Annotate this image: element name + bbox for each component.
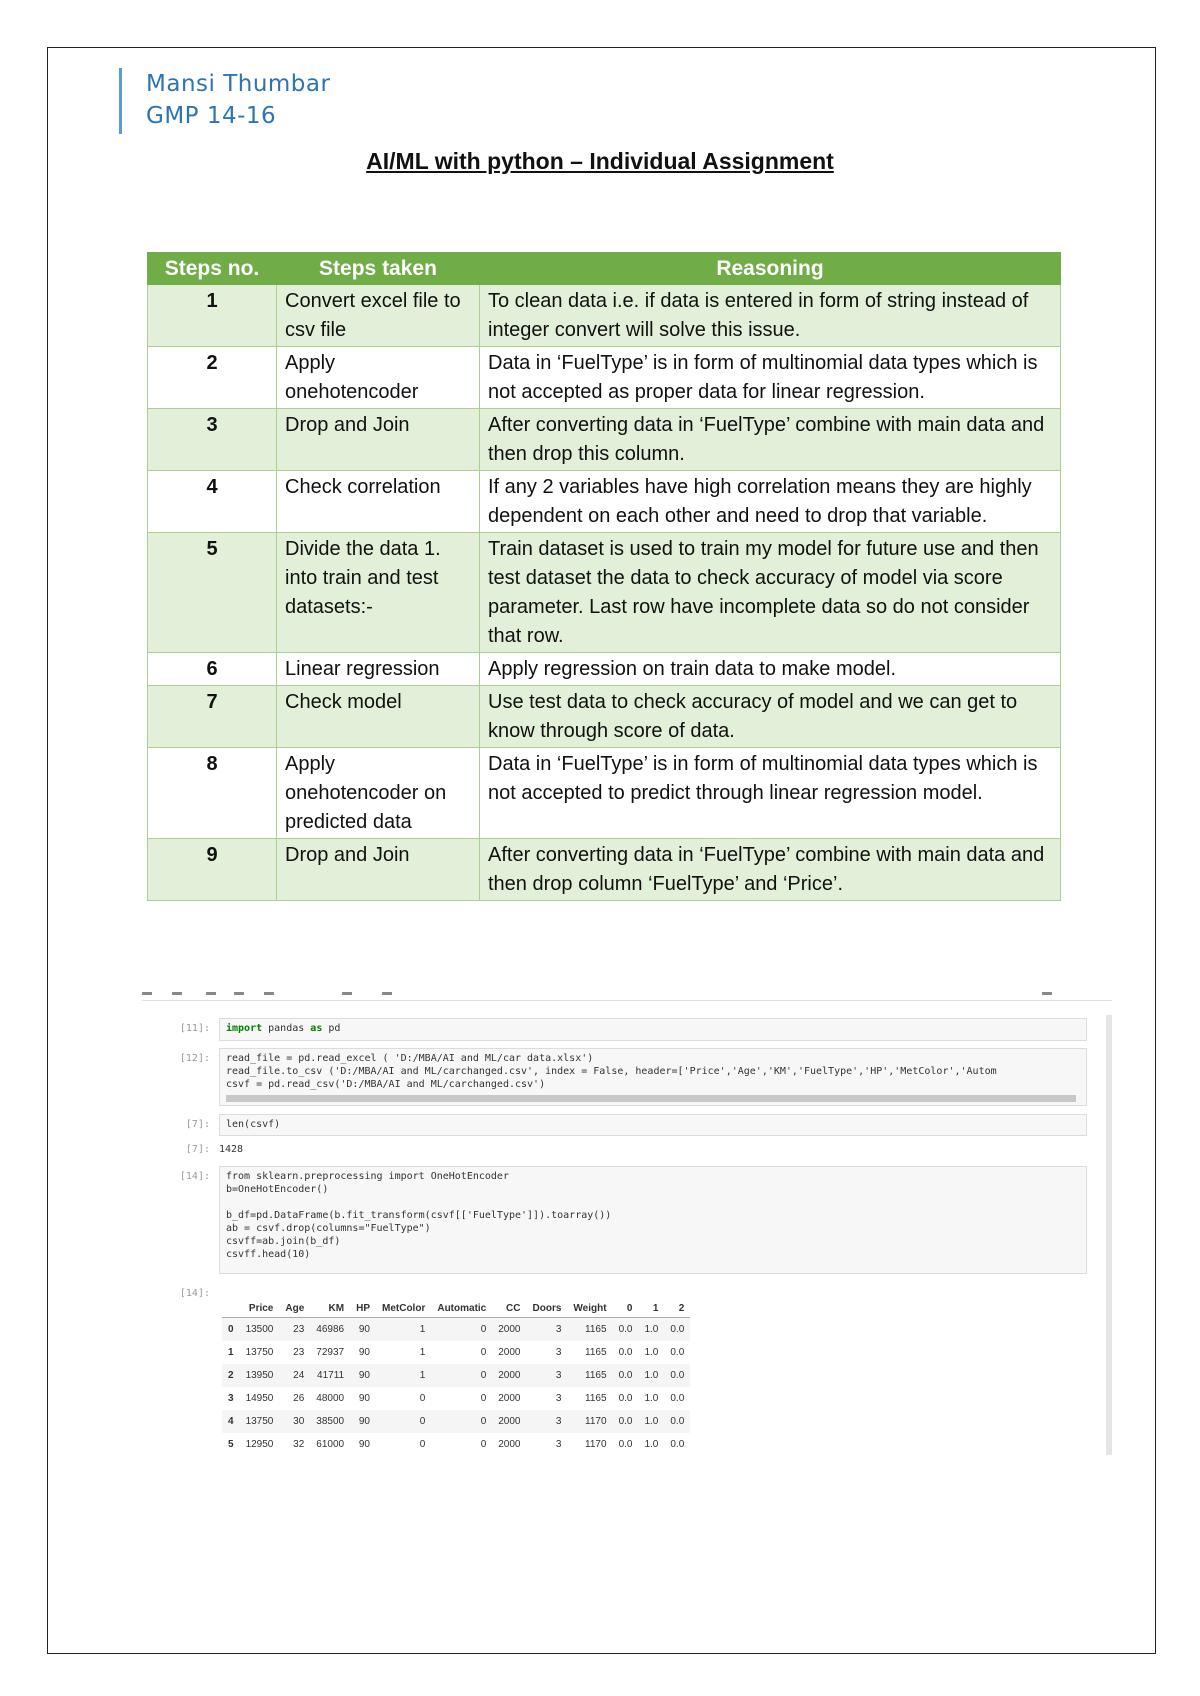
table-cell: 1 [376,1318,431,1342]
table-cell: 1.0 [638,1410,664,1433]
column-header: MetColor [376,1300,431,1318]
table-cell: 38500 [310,1410,350,1433]
table-cell: 90 [358,1347,370,1358]
table-row [148,839,1061,901]
step-number: 4 [148,471,277,533]
table-cell: 2000 [498,1393,521,1404]
table-cell: 1.0 [638,1364,664,1387]
table-row [148,653,1061,686]
step-taken: Apply onehotencoder [277,347,480,409]
table-row [222,1318,690,1342]
code-line: read_file = pd.read_excel ( 'D:/MBA/AI and ML/car data.xlsx') [226,1053,594,1064]
table-cell: 90 [358,1393,370,1404]
table-cell: 3 [555,1347,562,1358]
header-steps-taken: Steps taken [277,253,480,285]
step-reasoning: To clean data i.e. if data is entered in form of string instead of integer convert will solve this issue. [480,285,1061,347]
table-cell: 0.0 [613,1364,639,1387]
author-group: GMP 14-16 [146,103,277,129]
notebook-toolbar [142,990,1112,1001]
table-cell: 0.0 [613,1410,639,1433]
header-steps-no: Steps no. [148,253,277,285]
table-row [148,471,1061,533]
code-line [226,1196,1080,1209]
step-number: 5 [148,533,277,653]
table-cell: 1165 [567,1364,612,1387]
table-row [222,1341,690,1364]
table-cell: 24 [279,1364,310,1387]
row-index: 3 [228,1393,234,1404]
step-taken: Check model [277,686,480,748]
step-reasoning: Use test data to check accuracy of model and we can get to know through score of data. [480,686,1061,748]
notebook-screenshot [142,990,1112,1460]
step-taken: Apply onehotencoder on predicted data [277,748,480,839]
step-number: 8 [148,748,277,839]
table-cell: 0 [419,1393,426,1404]
step-reasoning: Apply regression on train data to make model. [480,653,1061,686]
table-cell: 1.0 [644,1439,659,1450]
table-cell: 30 [279,1410,310,1433]
horizontal-scrollbar[interactable] [226,1095,1076,1102]
table-cell: 46986 [310,1318,350,1342]
table-cell: 0.0 [670,1347,685,1358]
code-input[interactable] [219,1166,1087,1274]
column-header: 1 [638,1300,664,1318]
table-row [222,1410,690,1433]
column-header: Doors [527,1300,568,1318]
table-cell: 13950 [240,1364,280,1387]
author-name: Mansi Thumbar [146,71,331,97]
table-cell: 14950 [245,1393,274,1404]
row-index: 4 [222,1410,240,1433]
code-input[interactable]: len(csvf) [219,1114,1087,1136]
table-cell: 0 [431,1410,492,1433]
code-line: read_file.to_csv ('D:/MBA/AI and ML/carchanged.csv', index = False, header=['Price','Age','KM','FuelType','HP','MetColor','Autom [226,1066,997,1077]
table-cell: 2000 [498,1439,521,1450]
cell-prompt: [12]: [179,1053,210,1064]
steps-table-header [148,253,1061,285]
table-cell: 1.0 [638,1318,664,1342]
table-cell: 0 [480,1439,487,1450]
table-row [148,347,1061,409]
table-cell: 23 [293,1347,305,1358]
cell-prompt: [7]: [185,1144,210,1155]
notebook-output [142,1142,1087,1162]
column-header: KM [310,1300,350,1318]
table-cell: 0.0 [670,1393,685,1404]
code-line: csvf = pd.read_csv('D:/MBA/AI and ML/carchanged.csv') [226,1079,546,1090]
code-line: b=OneHotEncoder() [226,1184,329,1195]
step-taken: Drop and Join [277,839,480,901]
table-row [222,1364,690,1387]
table-cell: 90 [350,1318,376,1342]
table-cell: 90 [350,1364,376,1387]
table-cell: 2000 [492,1364,526,1387]
header-reasoning: Reasoning [480,253,1061,285]
table-row [222,1387,690,1410]
code-input[interactable]: import pandas as pd [219,1018,1087,1041]
table-cell: 2000 [492,1318,526,1342]
table-cell: 1165 [567,1318,612,1342]
table-cell: 2000 [492,1410,526,1433]
table-cell: 72937 [316,1347,345,1358]
row-index: 2 [222,1364,240,1387]
code-line: csvff=ab.join(b_df) [226,1236,341,1247]
column-header [222,1300,240,1318]
table-row [148,748,1061,839]
table-cell: 2000 [498,1347,521,1358]
notebook-cell[interactable] [142,1114,1087,1136]
table-cell: 90 [358,1439,370,1450]
code-line: ab = csvf.drop(columns="FuelType") [226,1223,431,1234]
dataframe-header [222,1300,690,1318]
table-cell: 3 [527,1318,568,1342]
table-cell: 0.0 [618,1393,633,1404]
dataframe-output [222,1300,690,1456]
cell-prompt: [14]: [179,1171,210,1182]
row-index: 0 [222,1318,240,1342]
column-header: Price [240,1300,280,1318]
table-cell: 12950 [245,1439,274,1450]
step-number: 1 [148,285,277,347]
table-cell: 13500 [240,1318,280,1342]
table-cell: 0.0 [613,1318,639,1342]
table-cell: 0 [419,1439,426,1450]
cell-prompt: [7]: [185,1119,210,1130]
table-cell: 0.0 [664,1364,690,1387]
table-cell: 1170 [567,1410,612,1433]
step-taken: Check correlation [277,471,480,533]
step-number: 6 [148,653,277,686]
table-cell: 13750 [240,1410,280,1433]
cell-prompt: [11]: [179,1023,210,1034]
step-reasoning: If any 2 variables have high correlation means they are highly dependent on each other and need to drop that variable. [480,471,1061,533]
table-cell: 26 [293,1393,305,1404]
table-cell: 0.0 [618,1439,633,1450]
table-cell: 0 [480,1347,487,1358]
column-header: Weight [567,1300,612,1318]
step-number: 7 [148,686,277,748]
table-row [148,409,1061,471]
step-reasoning: Data in ‘FuelType’ is in form of multinomial data types which is not accepted as proper data for linear regression. [480,347,1061,409]
column-header: 0 [613,1300,639,1318]
step-reasoning: Train dataset is used to train my model for future use and then test dataset the data to check accuracy of model via score parameter. Last row have incomplete data so do not consider that row. [480,533,1061,653]
table-cell: 1165 [585,1347,607,1358]
step-reasoning: Data in ‘FuelType’ is in form of multinomial data types which is not accepted to predict through linear regression model. [480,748,1061,839]
row-index: 5 [228,1439,234,1450]
table-row [222,1433,690,1456]
code-line: csvff.head(10) [226,1249,311,1260]
table-cell: 0 [431,1364,492,1387]
step-number: 9 [148,839,277,901]
table-cell: 0 [376,1410,431,1433]
table-cell: 0.0 [618,1347,633,1358]
step-number: 2 [148,347,277,409]
step-taken: Divide the data 1. into train and test datasets:- [277,533,480,653]
column-header: HP [350,1300,376,1318]
table-cell: 1165 [585,1393,607,1404]
table-cell: 3 [555,1439,562,1450]
table-cell: 3 [555,1393,562,1404]
step-reasoning: After converting data in ‘FuelType’ combine with main data and then drop this column. [480,409,1061,471]
table-cell: 61000 [316,1439,345,1450]
table-row [148,533,1061,653]
table-cell: 0.0 [664,1318,690,1342]
code-line: from sklearn.preprocessing import OneHotEncoder [226,1171,509,1182]
table-cell: 0 [480,1393,487,1404]
step-reasoning: After converting data in ‘FuelType’ combine with main data and then drop column ‘FuelType’ and ‘Price’. [480,839,1061,901]
notebook-cell[interactable] [142,1166,1087,1276]
table-cell: 13750 [245,1347,274,1358]
table-cell: 1 [376,1364,431,1387]
notebook-cell[interactable] [142,1048,1087,1106]
table-cell: 1.0 [644,1393,659,1404]
notebook-scrollbar[interactable] [1106,1015,1112,1455]
step-taken: Drop and Join [277,409,480,471]
cell-prompt: [14]: [179,1288,210,1299]
column-header: Age [279,1300,310,1318]
table-cell: 48000 [316,1393,345,1404]
table-cell: 1.0 [644,1347,659,1358]
table-cell: 32 [293,1439,305,1450]
table-cell: 0.0 [664,1410,690,1433]
column-header: Automatic [431,1300,492,1318]
table-row [148,285,1061,347]
steps-table [147,252,1061,901]
table-cell: 3 [527,1410,568,1433]
table-cell: 1 [419,1347,426,1358]
step-number: 3 [148,409,277,471]
table-cell: 23 [279,1318,310,1342]
table-cell: 0 [431,1318,492,1342]
output-value: 1428 [219,1144,244,1155]
column-header: CC [492,1300,526,1318]
step-taken: Convert excel file to csv file [277,285,480,347]
table-row [148,686,1061,748]
row-index: 1 [228,1347,234,1358]
author-block [119,68,330,134]
table-cell: 1170 [585,1439,607,1450]
table-cell: 0.0 [670,1439,685,1450]
code-input[interactable] [219,1048,1087,1106]
code-line: b_df=pd.DataFrame(b.fit_transform(csvf[['FuelType']]).toarray()) [226,1210,612,1221]
notebook-cell[interactable] [142,1018,1087,1042]
document-title: AI/ML with python – Individual Assignment [366,148,834,174]
table-cell: 3 [527,1364,568,1387]
table-cell: 41711 [310,1364,350,1387]
step-taken: Linear regression [277,653,480,686]
column-header: 2 [664,1300,690,1318]
table-cell: 90 [350,1410,376,1433]
